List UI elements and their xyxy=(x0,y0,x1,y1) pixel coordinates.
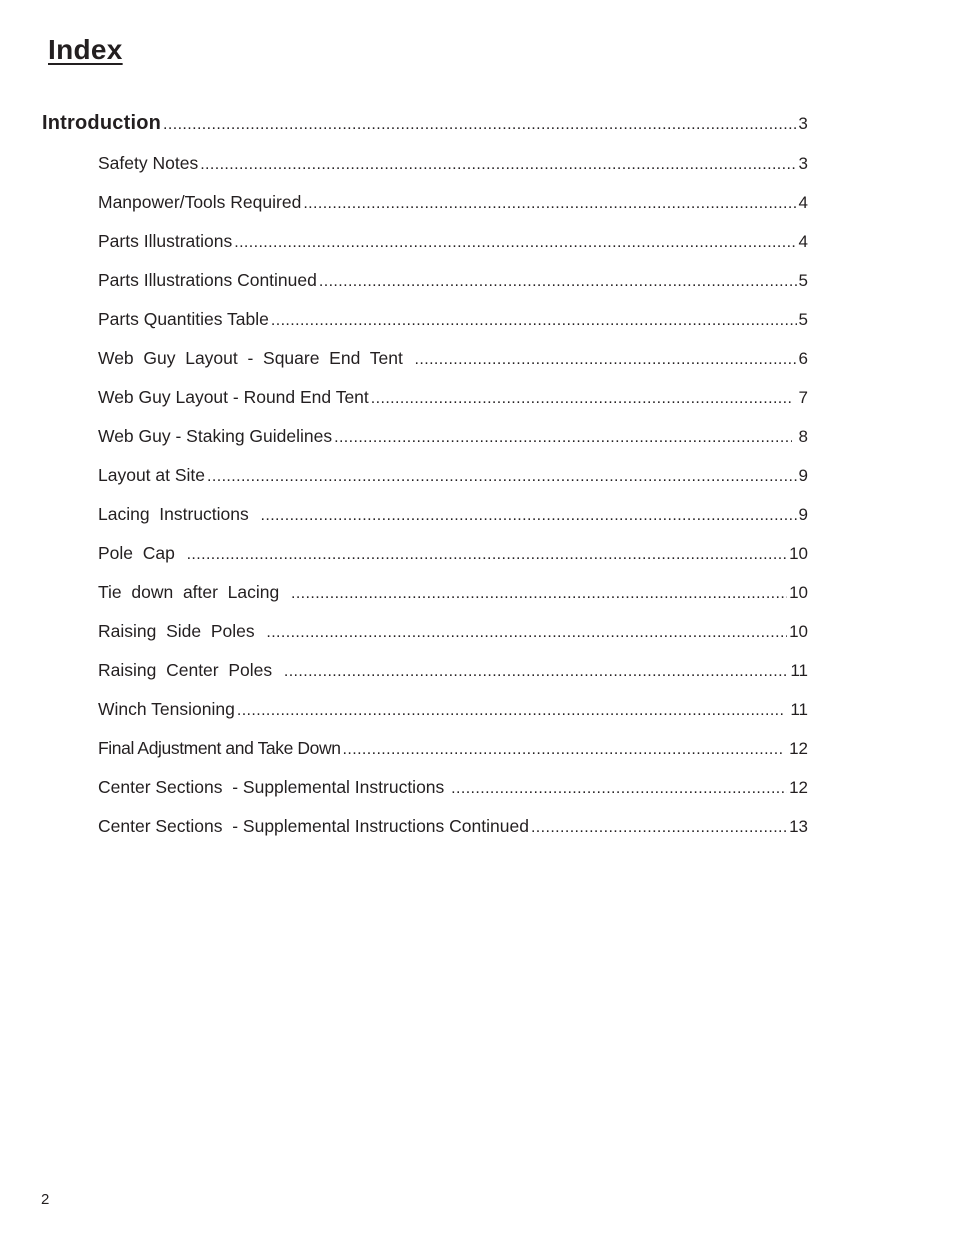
toc-entry-web-guy-round-end[interactable] xyxy=(98,387,808,408)
toc-entry-page: 4 xyxy=(798,232,808,251)
toc-entry-raising-center-poles[interactable] xyxy=(98,660,808,681)
toc-leader-dots xyxy=(334,429,792,447)
toc-leader-dots xyxy=(415,351,797,369)
toc-entry-page: 6 xyxy=(798,349,808,368)
toc-entry-page: 13 xyxy=(789,817,808,836)
toc-leader-dots xyxy=(163,116,796,134)
page-number: 2 xyxy=(41,1191,50,1208)
toc-entry-safety-notes[interactable] xyxy=(98,153,808,174)
toc-entry-title: Center Sections - Supplemental Instructions Continued xyxy=(98,816,529,836)
toc-entry-title: Parts Illustrations xyxy=(98,231,233,251)
toc-entry-title: Raising Center Poles xyxy=(98,660,282,680)
toc-leader-dots xyxy=(451,780,787,798)
toc-entry-title: Safety Notes xyxy=(98,153,199,173)
toc-entry-page: 8 xyxy=(793,427,808,446)
toc-leader-dots xyxy=(200,156,796,174)
toc-leader-dots xyxy=(207,468,797,486)
toc-leader-dots xyxy=(284,663,789,681)
toc-leader-dots xyxy=(319,273,797,291)
toc-entry-web-guy-square-end[interactable] xyxy=(98,348,808,369)
toc-entry-layout-at-site[interactable] xyxy=(98,465,808,486)
toc-entry-lacing-instructions[interactable] xyxy=(98,504,808,525)
toc-entry-page: 3 xyxy=(798,114,808,133)
toc-entry-title: Layout at Site xyxy=(98,465,206,485)
toc-entry-page: 10 xyxy=(789,583,808,602)
toc-entry-title: Center Sections - Supplemental Instructions xyxy=(98,777,450,797)
toc-entry-page: 11 xyxy=(790,661,808,680)
toc-entry-raising-side-poles[interactable] xyxy=(98,621,808,642)
toc-entry-page: 9 xyxy=(798,505,808,524)
toc-leader-dots xyxy=(531,819,787,837)
toc-entry-pole-cap[interactable] xyxy=(98,543,808,564)
toc-entry-web-guy-staking[interactable] xyxy=(98,426,808,447)
toc-entry-parts-illustrations[interactable] xyxy=(98,231,808,252)
toc-entry-title: Tie down after Lacing xyxy=(98,582,289,602)
toc-leader-dots xyxy=(261,507,797,525)
toc-entry-page: 10 xyxy=(789,544,808,563)
toc-leader-dots xyxy=(271,312,797,330)
toc-leader-dots xyxy=(343,741,783,759)
toc-entry-introduction[interactable] xyxy=(42,112,808,135)
toc-entry-page: 5 xyxy=(798,271,808,290)
toc-entry-manpower-tools[interactable] xyxy=(98,192,808,213)
toc-leader-dots xyxy=(266,624,787,642)
toc-entry-page: 4 xyxy=(798,193,808,212)
toc-entry-title: Parts Quantities Table xyxy=(98,309,269,329)
toc-entry-page: 9 xyxy=(798,466,808,485)
toc-leader-dots xyxy=(291,585,787,603)
page-title: Index xyxy=(48,34,123,65)
toc-entry-tie-down[interactable] xyxy=(98,582,808,603)
toc-entry-title: Winch Tensioning xyxy=(98,699,235,719)
toc-entry-page: 3 xyxy=(798,154,808,173)
toc-entry-title: Raising Side Poles xyxy=(98,621,265,641)
toc-entry-page: 11 xyxy=(785,700,808,719)
toc-entry-page: 7 xyxy=(793,388,808,407)
toc-entry-parts-quantities-table[interactable] xyxy=(98,309,808,330)
toc-entry-page: 12 xyxy=(784,739,808,758)
toc-entry-center-sections-continued[interactable] xyxy=(98,816,808,837)
toc-entry-title: Lacing Instructions xyxy=(98,504,259,524)
toc-entry-title: Parts Illustrations Continued xyxy=(98,270,317,290)
toc-entry-title: Introduction xyxy=(42,112,162,134)
toc-leader-dots xyxy=(234,234,796,252)
toc-entry-parts-illustrations-continued[interactable] xyxy=(98,270,808,291)
toc-leader-dots xyxy=(371,390,792,408)
toc-entry-title: Final Adjustment and Take Down xyxy=(98,738,341,758)
toc-entry-winch-tensioning[interactable] xyxy=(98,699,808,720)
toc-entry-title: Manpower/Tools Required xyxy=(98,192,302,212)
toc-leader-dots xyxy=(237,702,784,720)
toc-entry-page: 5 xyxy=(798,310,808,329)
toc-leader-dots xyxy=(303,195,796,213)
toc-entry-page: 10 xyxy=(789,622,808,641)
toc-entry-title: Web Guy - Staking Guidelines xyxy=(98,426,333,446)
toc-entry-center-sections[interactable] xyxy=(98,777,808,798)
toc-entry-final-adjustment[interactable] xyxy=(98,738,808,759)
toc-entry-title: Web Guy Layout - Square End Tent xyxy=(98,348,413,368)
toc-entry-title: Web Guy Layout - Round End Tent xyxy=(98,387,369,407)
toc-entry-page: 12 xyxy=(789,778,808,797)
toc-leader-dots xyxy=(187,546,788,564)
toc-entry-title: Pole Cap xyxy=(98,543,185,563)
